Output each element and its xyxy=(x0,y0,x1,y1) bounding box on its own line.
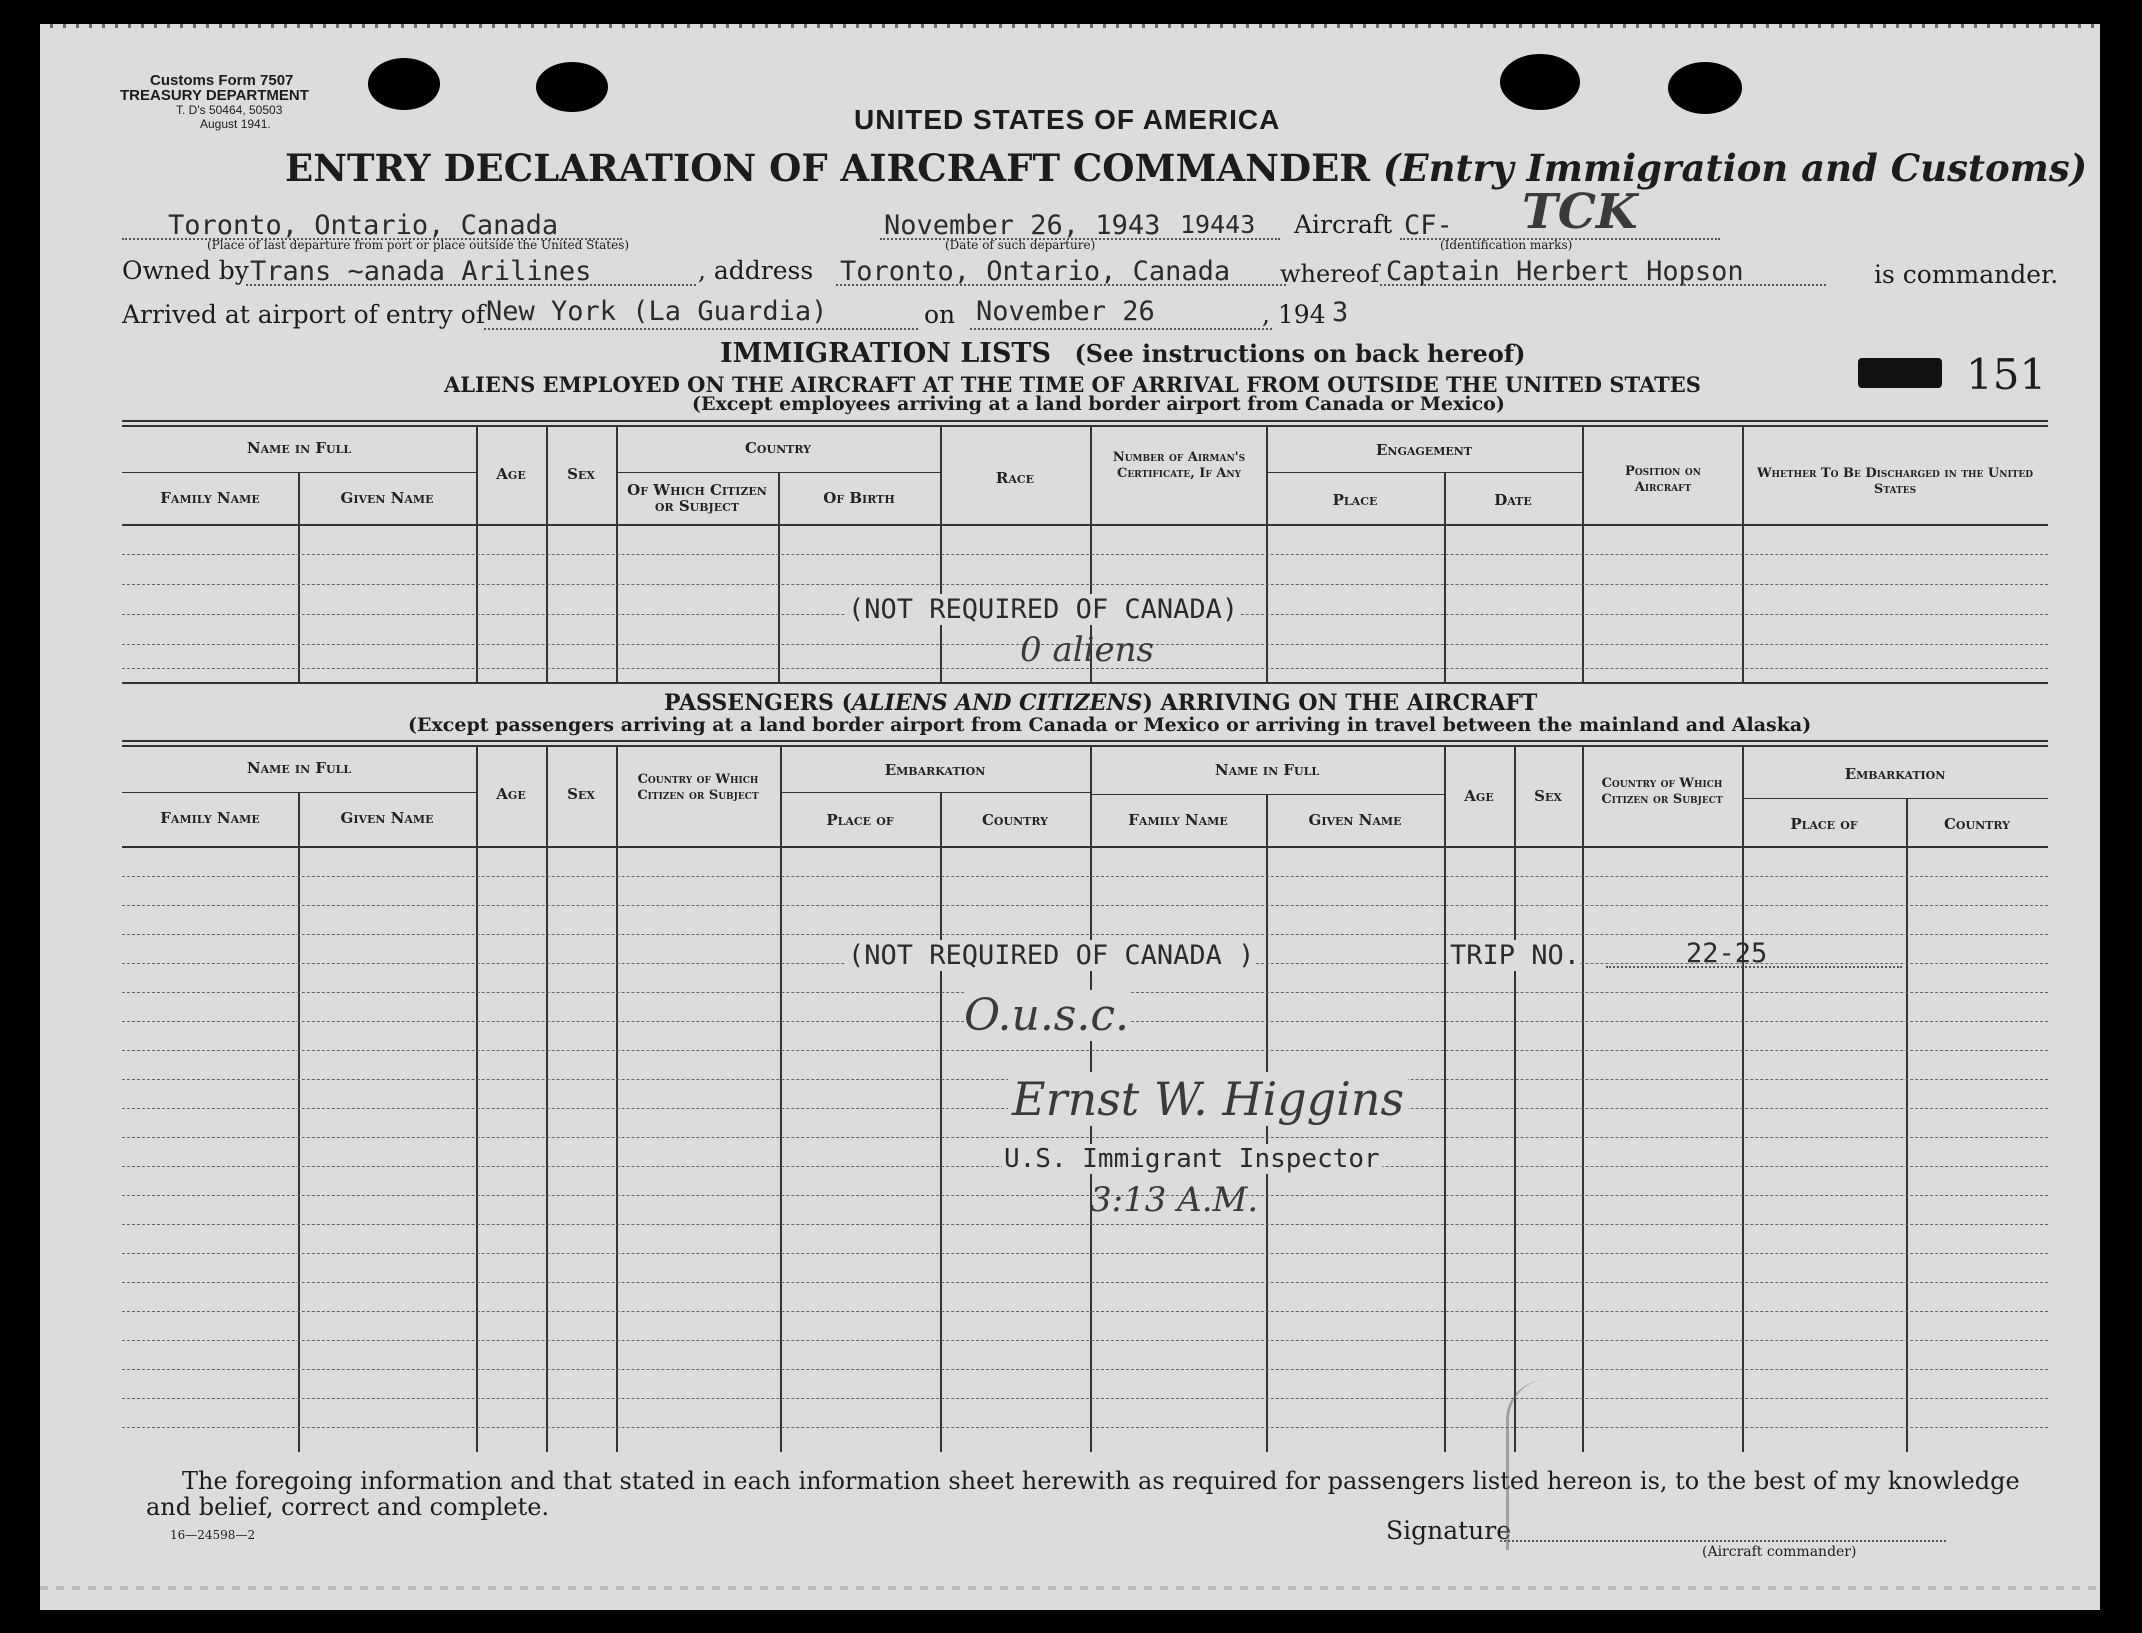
departure-place-caption: (Place of last departure from port or place outside the United States) xyxy=(207,238,630,252)
table-rule xyxy=(122,682,2048,684)
owned-by-value: Trans ~anada Arilines xyxy=(250,256,592,287)
passengers-title xyxy=(664,690,1537,716)
column-divider xyxy=(616,746,618,1452)
arrival-airport-value: New York (La Guardia) xyxy=(486,296,828,327)
table-rule xyxy=(122,472,476,473)
header-race: Race xyxy=(995,469,1035,487)
form-title-main: ENTRY DECLARATION OF AIRCRAFT COMMANDER xyxy=(285,146,1371,190)
departure-date-value: November 26, 1943 xyxy=(884,210,1161,241)
row-rule xyxy=(122,934,2048,935)
header-citizen-of: Country of Which Citizen or Subject xyxy=(637,772,759,803)
header-name-in-full: Name in Full xyxy=(246,759,352,777)
row-rule xyxy=(122,1050,2048,1051)
inspector-title: U.S. Immigrant Inspector xyxy=(1004,1144,1380,1174)
row-rule xyxy=(122,554,2048,555)
signature-caption: (Aircraft commander) xyxy=(1702,1544,1857,1560)
column-divider xyxy=(1582,746,1584,1452)
arrival-year-suffix: 3 xyxy=(1332,297,1349,328)
punch-hole xyxy=(1668,62,1742,114)
dotted-rule xyxy=(970,328,1272,330)
immigration-subtitle: ALIENS EMPLOYED ON THE AIRCRAFT AT THE TIME OF ARRIVAL FROM OUTSIDE THE UNITED STATES xyxy=(444,372,1701,397)
handwritten-initials: O.u.s.c. xyxy=(964,990,1129,1041)
commander-signature-scribble xyxy=(1506,1380,1839,1550)
header-embarkation: Embarkation xyxy=(884,761,986,779)
table-rule xyxy=(122,740,2048,742)
header-age: Age xyxy=(496,465,526,483)
row-rule xyxy=(122,876,2048,877)
aircraft-handwritten-marks: TCK xyxy=(1522,184,1638,240)
table-rule xyxy=(122,745,2048,747)
column-divider xyxy=(298,792,300,1452)
arrival-label: Arrived at airport of entry of xyxy=(122,300,486,329)
header-family-name: Family Name xyxy=(160,489,260,507)
header-age: Age xyxy=(1464,787,1494,805)
immigration-title-note: (See instructions on back hereof) xyxy=(1074,339,1526,368)
header-age: Age xyxy=(496,785,526,803)
form-id-line: August 1941. xyxy=(200,117,271,131)
row-rule xyxy=(122,584,2048,585)
aircraft-prefix-value: CF- xyxy=(1404,210,1453,241)
immigration-typed-note: (NOT REQUIRED OF CANADA) xyxy=(848,594,1239,625)
header-engagement: Engagement xyxy=(1376,441,1472,459)
passengers-title-part1: PASSENGERS ( xyxy=(664,690,852,716)
form-id-line: Customs Form 7507 xyxy=(150,72,294,89)
header-of-birth: Of Birth xyxy=(823,489,895,507)
commander-label: is commander. xyxy=(1874,260,2059,289)
form-number: 16—24598—2 xyxy=(170,1528,256,1542)
row-rule xyxy=(122,905,2048,906)
owned-by-label: Owned by xyxy=(122,256,249,285)
arrival-date-value: November 26 xyxy=(976,296,1155,327)
header-country: Country xyxy=(1943,815,2010,833)
country-heading: UNITED STATES OF AMERICA xyxy=(854,104,1281,135)
table-rule xyxy=(1742,798,2048,799)
perforated-top-edge xyxy=(40,24,2100,28)
arrival-time-note: 3:13 A.M. xyxy=(1090,1180,1259,1220)
column-divider xyxy=(1742,746,1744,1452)
immigration-handwritten-note: 0 aliens xyxy=(1020,630,1154,670)
aircraft-label: Aircraft xyxy=(1294,210,1393,239)
table-rule xyxy=(122,524,2048,526)
immigration-title xyxy=(720,338,1525,369)
table-rule xyxy=(1090,794,1444,795)
header-date: Date xyxy=(1494,491,1532,509)
table-rule xyxy=(616,472,940,473)
commander-value: Captain Herbert Hopson xyxy=(1386,256,1744,287)
header-embarkation: Embarkation xyxy=(1844,765,1946,783)
table-rule xyxy=(122,846,2048,848)
header-place-of: Place of xyxy=(1790,815,1858,833)
address-value: Toronto, Ontario, Canada xyxy=(840,256,1231,287)
header-discharged: Whether To Be Discharged in the United States xyxy=(1756,466,2034,497)
row-rule xyxy=(122,1282,2048,1283)
column-divider xyxy=(940,792,942,1452)
passengers-subtitle: (Except passengers arriving at a land border airport from Canada or Mexico or arriving in travel between the mainland and Alaska) xyxy=(408,714,1812,736)
trip-value: 22-25 xyxy=(1686,938,1768,969)
declaration-text-body: The foregoing information and that stated in each information sheet herewith as required for passengers listed hereon is, to the best of my knowledge and belief, correct and complete. xyxy=(146,1467,2020,1521)
address-label: , address xyxy=(698,256,814,285)
header-family-name: Family Name xyxy=(1128,811,1228,829)
departure-date-overtype: 19443 xyxy=(1180,210,1256,239)
column-divider xyxy=(1444,746,1446,1452)
header-given-name: Given Name xyxy=(1308,811,1402,829)
arrival-year-prefix: , 194 xyxy=(1262,300,1326,329)
column-divider xyxy=(476,746,478,1452)
header-name-in-full: Name in Full xyxy=(246,439,352,457)
punch-hole xyxy=(1500,54,1580,110)
header-position: Position on Aircraft xyxy=(1625,464,1701,495)
header-sex: Sex xyxy=(567,465,595,483)
aircraft-caption: (Identification marks) xyxy=(1440,238,1573,252)
arrival-on-label: on xyxy=(924,300,956,329)
header-sex: Sex xyxy=(567,785,595,803)
column-divider xyxy=(1514,746,1516,1452)
passengers-title-part2: ) ARRIVING ON THE AIRCRAFT xyxy=(1142,690,1538,716)
column-divider xyxy=(546,746,548,1452)
row-rule xyxy=(122,1137,2048,1138)
inspector-signature: Ernst W. Higgins xyxy=(1008,1072,1408,1126)
row-rule xyxy=(122,1369,2048,1370)
row-rule xyxy=(122,1311,2048,1312)
header-country: Country xyxy=(744,439,811,457)
form-title-paren: (Entry Immigration and Customs) xyxy=(1382,146,2088,190)
immigration-subtitle-note: (Except employees arriving at a land border airport from Canada or Mexico) xyxy=(692,393,1505,415)
header-given-name: Given Name xyxy=(340,489,434,507)
dotted-rule xyxy=(484,328,918,330)
header-airman-cert: Number of Airman's Certificate, If Any xyxy=(1112,450,1246,481)
trip-label: TRIP NO. xyxy=(1450,940,1581,971)
row-rule xyxy=(122,1340,2048,1341)
perforated-bottom-edge xyxy=(40,1586,2100,1590)
header-place: Place xyxy=(1332,491,1378,509)
punch-hole xyxy=(368,58,440,110)
signature-label: Signature xyxy=(1386,1516,1512,1545)
row-rule xyxy=(122,1195,2048,1196)
column-divider xyxy=(780,746,782,1452)
header-country: Country xyxy=(981,811,1048,829)
redaction-mark xyxy=(1858,358,1942,388)
row-rule xyxy=(122,1224,2048,1225)
header-citizen-of: Country of Which Citizen or Subject xyxy=(1601,776,1723,807)
table-rule xyxy=(1266,472,1582,473)
table-rule xyxy=(122,420,2048,422)
punch-hole xyxy=(536,62,608,112)
header-citizen-of: Of Which Citizen or Subject xyxy=(627,481,767,515)
stamp-number: 151 xyxy=(1966,350,2047,399)
header-sex: Sex xyxy=(1534,787,1562,805)
immigration-title-text: IMMIGRATION LISTS xyxy=(720,338,1052,369)
whereof-label: whereof xyxy=(1280,260,1380,288)
passengers-typed-note: (NOT REQUIRED OF CANADA ) xyxy=(848,940,1255,971)
header-name-in-full: Name in Full xyxy=(1214,761,1320,779)
row-rule xyxy=(122,1253,2048,1254)
departure-date-caption: (Date of such departure) xyxy=(945,238,1096,252)
header-family-name: Family Name xyxy=(160,809,260,827)
table-rule xyxy=(122,792,476,793)
form-id-line: T. D's 50464, 50503 xyxy=(176,103,283,117)
passengers-title-italic: ALIENS AND CITIZENS xyxy=(851,690,1143,716)
form-id-line: TREASURY DEPARTMENT xyxy=(120,87,309,104)
form-title xyxy=(285,146,2087,190)
header-place-of: Place of xyxy=(826,811,894,829)
table-rule xyxy=(780,792,1090,793)
departure-place-value: Toronto, Ontario, Canada xyxy=(168,210,559,241)
table-rule xyxy=(122,425,2048,427)
column-divider xyxy=(1906,798,1908,1452)
header-given-name: Given Name xyxy=(340,809,434,827)
